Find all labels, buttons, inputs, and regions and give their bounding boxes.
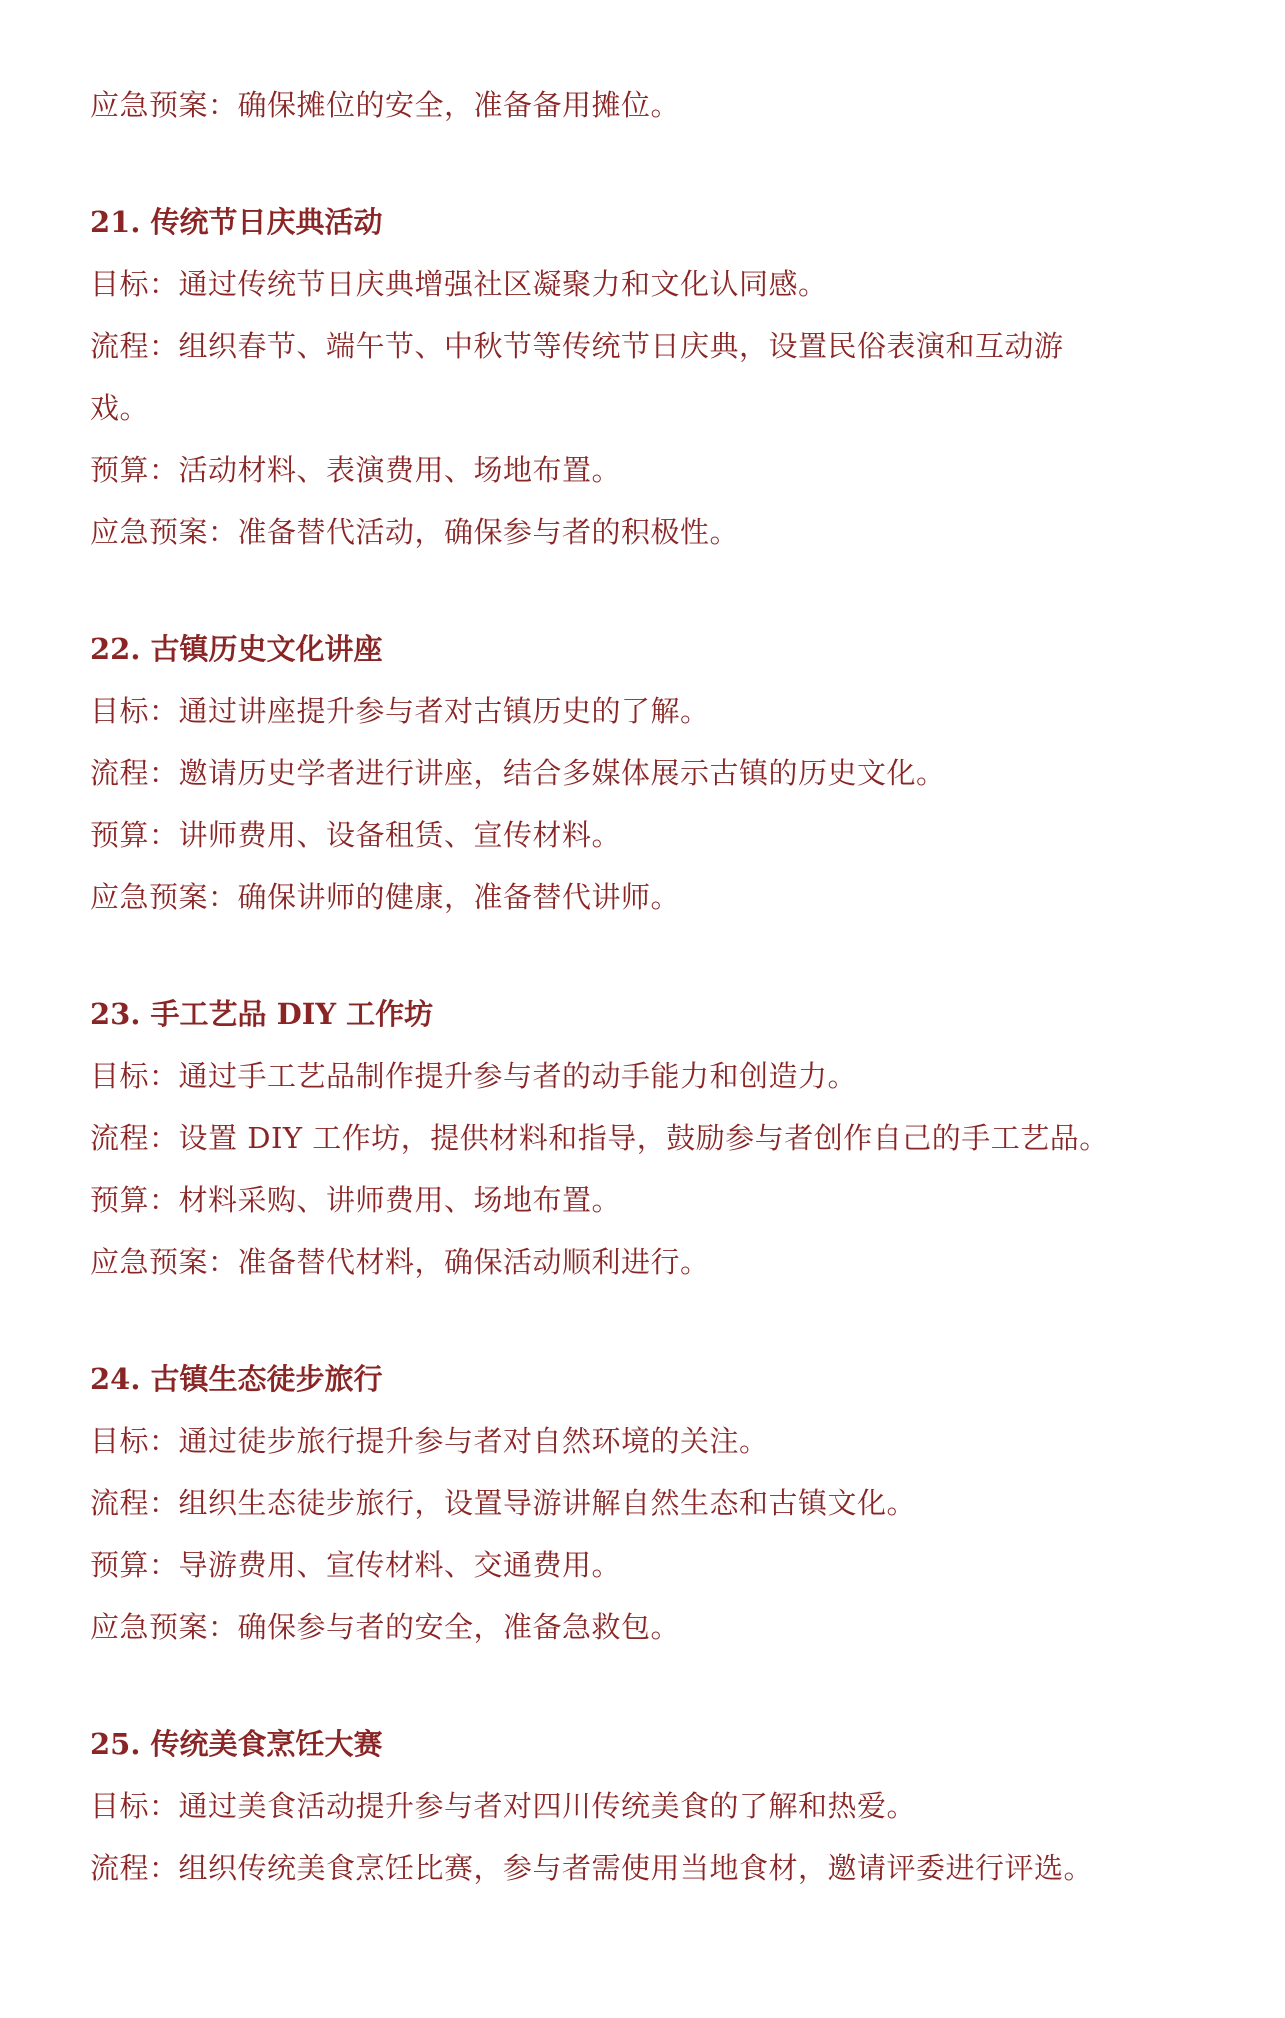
- section-contingency-line: 应急预案：确保参与者的安全，准备急救包。: [90, 1610, 681, 1644]
- section-24: [90, 1348, 1200, 1658]
- section-23: [90, 983, 1200, 1293]
- section-budget-line: 预算：活动材料、表演费用、场地布置。: [90, 453, 622, 487]
- section-25: [90, 1713, 1200, 1899]
- section-contingency-line: 应急预案：准备替代活动，确保参与者的积极性。: [90, 515, 740, 549]
- section-21: [90, 191, 1200, 563]
- section-goal-line: 目标：通过传统节日庆典增强社区凝聚力和文化认同感。: [90, 267, 828, 301]
- section-budget-line: 预算：材料采购、讲师费用、场地布置。: [90, 1183, 622, 1217]
- section-title: 24. 古镇生态徒步旅行: [90, 1362, 383, 1396]
- document-page: [90, 74, 1200, 1899]
- section-title: 22. 古镇历史文化讲座: [90, 632, 383, 666]
- section-goal-line: 目标：通过徒步旅行提升参与者对自然环境的关注。: [90, 1424, 769, 1458]
- section-process-line-continued: 戏。: [90, 391, 150, 425]
- section-budget-line: 预算：讲师费用、设备租赁、宣传材料。: [90, 818, 622, 852]
- section-contingency-line: 应急预案：确保讲师的健康，准备替代讲师。: [90, 880, 681, 914]
- section-process-line: 流程：设置 DIY 工作坊，提供材料和指导，鼓励参与者创作自己的手工艺品。: [90, 1121, 1109, 1155]
- section-goal-line: 目标：通过讲座提升参与者对古镇历史的了解。: [90, 694, 710, 728]
- section-22: [90, 618, 1200, 928]
- section-process-line: 流程：组织传统美食烹饪比赛，参与者需使用当地食材，邀请评委进行评选。: [90, 1851, 1094, 1885]
- section-contingency-line: 应急预案：准备替代材料，确保活动顺利进行。: [90, 1245, 710, 1279]
- section-title: 21. 传统节日庆典活动: [90, 205, 383, 239]
- section-title: 23. 手工艺品 DIY 工作坊: [90, 997, 434, 1031]
- section-process-line: 流程：组织生态徒步旅行，设置导游讲解自然生态和古镇文化。: [90, 1486, 917, 1520]
- section-goal-line: 目标：通过美食活动提升参与者对四川传统美食的了解和热爱。: [90, 1789, 917, 1823]
- section-budget-line: 预算：导游费用、宣传材料、交通费用。: [90, 1548, 622, 1582]
- intro-contingency-line: 应急预案：确保摊位的安全，准备备用摊位。: [90, 88, 681, 122]
- section-process-line: 流程：组织春节、端午节、中秋节等传统节日庆典，设置民俗表演和互动游: [90, 329, 1064, 363]
- section-title: 25. 传统美食烹饪大赛: [90, 1727, 383, 1761]
- section-process-line: 流程：邀请历史学者进行讲座，结合多媒体展示古镇的历史文化。: [90, 756, 946, 790]
- section-goal-line: 目标：通过手工艺品制作提升参与者的动手能力和创造力。: [90, 1059, 858, 1093]
